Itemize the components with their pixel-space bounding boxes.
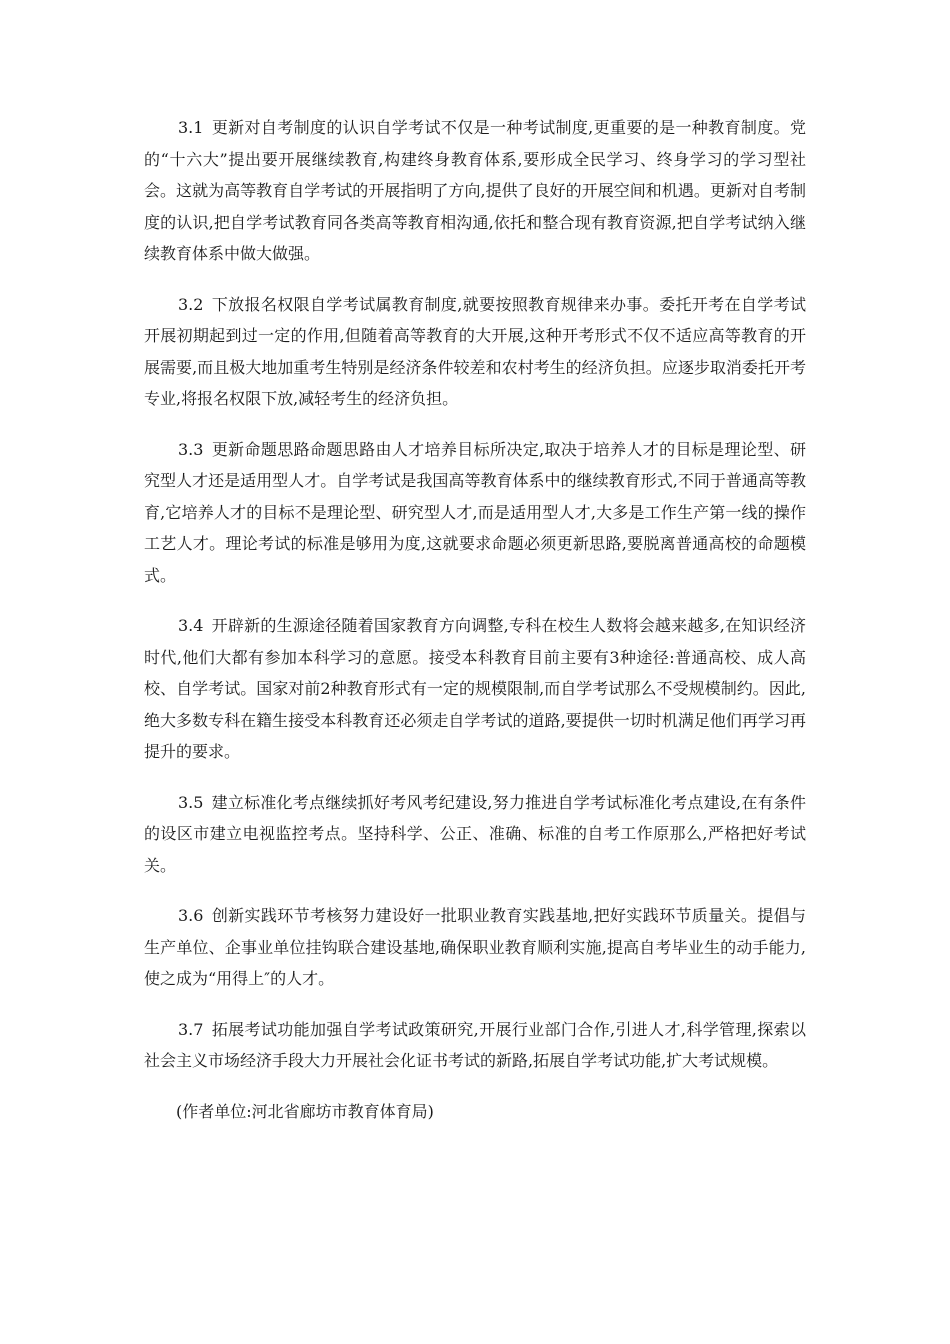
section-number: 3.6 (178, 906, 204, 925)
section-number: 3.1 (178, 118, 204, 137)
section-3-7 (144, 1014, 806, 1077)
section-3-6 (144, 900, 806, 995)
section-text: 建立标准化考点继续抓好考风考纪建设,努力推进自学考试标准化考点建设,在有条件的设区市建立电视监控考点。坚持科学、公正、准确、标准的自考工作原那么,严格把好考试关。 (144, 792, 806, 875)
section-3-3 (144, 434, 806, 592)
section-3-1 (144, 112, 806, 270)
section-3-5 (144, 787, 806, 882)
section-number: 3.2 (178, 294, 204, 314)
section-number: 3.3 (178, 439, 204, 459)
section-number: 3.7 (178, 1019, 204, 1039)
section-3-4 (144, 610, 806, 768)
section-number: 3.5 (178, 792, 204, 812)
section-text: 下放报名权限自学考试属教育制度,就要按照教育规律来办事。委托开考在自学考试开展初期起到过一定的作用,但随着高等教育的大开展,这种开考形式不仅不适应高等教育的开展需要,而且极大地加重考生特别是经济条件较差和农村考生的经济负担。应逐步取消委托开考专业,将报名权限下放,减轻考生的经济负担。 (144, 294, 806, 408)
section-text: 开辟新的生源途径随着国家教育方向调整,专科在校生人数将会越来越多,在知识经济时代,他们大都有参加本科学习的意愿。接受本科教育目前主要有3种途径:普通高校、成人高校、自学考试。国家对前2种教育形式有一定的规模限制,而自学考试那么不受规模制约。因此,绝大多数专科在籍生接受本科教育还必须走自学考试的道路,要提供一切时机满足他们再学习再提升的要求。 (144, 616, 806, 761)
section-text: 拓展考试功能加强自学考试政策研究,开展行业部门合作,引进人才,科学管理,探索以社会主义市场经济手段大力开展社会化证书考试的新路,拓展自学考试功能,扩大考试规模。 (144, 1019, 806, 1070)
document-body (144, 112, 806, 1127)
author-affiliation: (作者单位:河北省廊坊市教育体育局) (176, 1101, 434, 1121)
section-text: 更新命题思路命题思路由人才培养目标所决定,取决于培养人才的目标是理论型、研究型人才还是适用型人才。自学考试是我国高等教育体系中的继续教育形式,不同于普通高等教育,它培养人才的目标不是理论型、研究型人才,而是适用型人才,大多是工作生产第一线的操作工艺人才。理论考试的标准是够用为度,这就要求命题必须更新思路,要脱离普通高校的命题模式。 (144, 439, 806, 585)
section-3-2 (144, 289, 806, 415)
section-text: 更新对自考制度的认识自学考试不仅是一种考试制度,更重要的是一种教育制度。党的“十六大”提出要开展继续教育,构建终身教育体系,要形成全民学习、终身学习的学习型社会。这就为高等教育自学考试的开展指明了方向,提供了良好的开展空间和机遇。更新对自考制度的认识,把自学考试教育同各类高等教育相沟通,依托和整合现有教育资源,把自学考试纳入继续教育体系中做大做强。 (144, 118, 806, 263)
section-text: 创新实践环节考核努力建设好一批职业教育实践基地,把好实践环节质量关。提倡与生产单位、企事业单位挂钩联合建设基地,确保职业教育顺利实施,提高自考毕业生的动手能力,使之成为“用得上″的人才。 (144, 906, 806, 988)
section-number: 3.4 (178, 616, 204, 635)
